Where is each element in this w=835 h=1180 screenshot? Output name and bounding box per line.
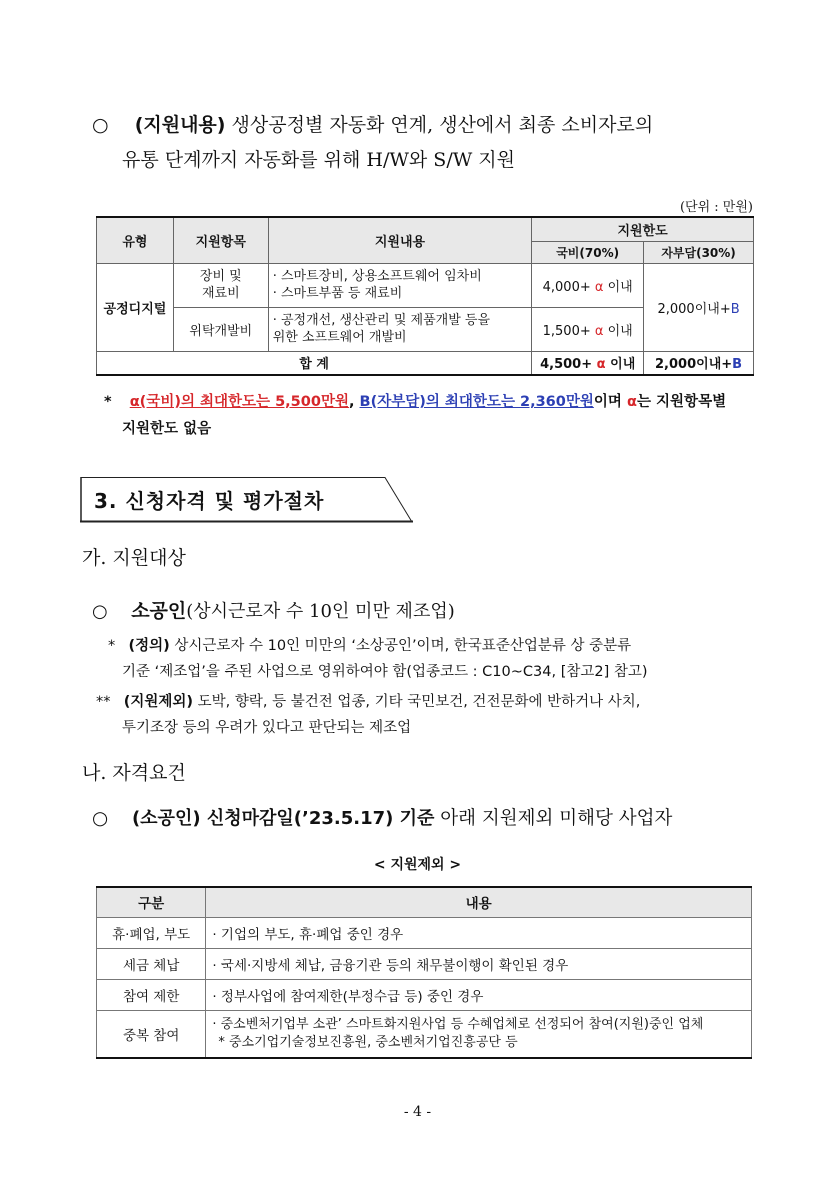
note-gov-max: α(국비)의 최대한도는 5,500만원: [129, 394, 349, 410]
note-rest: 이며 α는 지원항목별: [593, 394, 727, 410]
type-cell: 공정디지털: [97, 263, 174, 351]
header-content: 내용: [206, 887, 752, 917]
table-row: [97, 917, 752, 948]
table-row: [97, 948, 752, 979]
note-mark: *: [104, 394, 112, 410]
def-mark: *: [108, 638, 116, 654]
header-limit: 지원한도: [532, 217, 754, 241]
note-self-max: B(자부담)의 최대한도는 2,360만원: [359, 394, 594, 410]
small-business-desc: (상시근로자 수 10인 미만 제조업): [186, 601, 455, 622]
intro-label: (지원내용): [134, 114, 226, 136]
bullet-circle: ○: [92, 808, 109, 829]
def-line1: 상시근로자 수 10인 미만의 ‘소상공인’이며, 한국표준산업분류 상 중분류: [169, 638, 632, 654]
bullet-circle: ○: [92, 601, 108, 622]
header-category: 구분: [97, 887, 206, 917]
section-heading-box: [80, 477, 415, 523]
excl-mark: **: [96, 694, 111, 710]
header-item: 지원항목: [173, 217, 268, 263]
header-content: 지원내용: [268, 217, 532, 263]
exclusion-table: [96, 886, 752, 1059]
row2-gov: [532, 307, 644, 351]
header-self: 자부담(30%): [644, 241, 754, 263]
table-row: [97, 1010, 752, 1058]
note-line2: 지원한도 없음: [122, 421, 212, 437]
excl-line2: 투기조장 등의 우려가 있다고 판단되는 제조업: [122, 720, 412, 736]
row-category: 세금 체납: [97, 948, 206, 979]
row-content: [206, 1010, 752, 1058]
self-limit: [644, 263, 754, 351]
row-category: 참여 제한: [97, 979, 206, 1010]
max-limit-note: [104, 389, 764, 415]
row1-gov: [532, 263, 644, 307]
total-gov: 4,500+ α 이내: [532, 351, 644, 375]
row-content-line2: * 중소기업기술정보진흥원, 중소벤처기업진흥공단 등: [218, 1034, 518, 1050]
small-business-line: [92, 596, 455, 623]
row-content: · 국세·지방세 체납, 금융기관 등의 채무불이행이 확인된 경우: [206, 948, 752, 979]
def-line2: 기준 ‘제조업’을 주된 사업으로 영위하여야 함(업종코드 : C10~C34, [참고2] 참고): [122, 664, 648, 680]
exclusion-table-caption: < 지원제외 >: [373, 857, 462, 873]
total-self: 2,000이내+B: [644, 351, 754, 375]
section-title: 3. 신청자격 및 평가절차: [94, 489, 325, 513]
intro-line2: 유통 단계까지 자동화를 위해 H/W와 S/W 지원: [122, 149, 515, 171]
row1-item: 장비 및 재료비: [173, 263, 268, 307]
subsection-title-na: 나. 자격요건: [82, 762, 186, 784]
definition-note: [108, 634, 768, 655]
row2-item: 위탁개발비: [173, 307, 268, 351]
deadline-line: [92, 804, 672, 830]
row-category: 중복 참여: [97, 1010, 206, 1058]
row2-gov-text: 1,500+ α 이내: [542, 323, 633, 339]
subsection-title-ga: 가. 지원대상: [82, 547, 186, 569]
total-label: 합 계: [97, 351, 532, 375]
excl-line1: 도박, 향락, 등 불건전 업종, 기타 국민보건, 건전문화에 반하거나 사치,: [193, 694, 641, 710]
deadline-desc: 아래 지원제외 미해당 사업자: [434, 808, 673, 829]
row-content: · 기업의 부도, 휴·폐업 중인 경우: [206, 917, 752, 948]
row-category: 휴·폐업, 부도: [97, 917, 206, 948]
excl-label: (지원제외): [123, 694, 194, 710]
header-type: 유형: [97, 217, 174, 263]
row-content: · 정부사업에 참여제한(부정수급 등) 중인 경우: [206, 979, 752, 1010]
small-business-label: 소공인: [131, 600, 187, 622]
bullet-circle: ○: [92, 114, 109, 136]
exclusion-note: [96, 690, 766, 711]
self-limit-text: 2,000이내+B: [657, 301, 740, 317]
table-row: [97, 979, 752, 1010]
header-gov: 국비(70%): [532, 241, 644, 263]
page-number: - 4 -: [403, 1104, 432, 1120]
row-content-line1: · 중소벤처기업부 소관’ 스마트화지원사업 등 수혜업체로 선정되어 참여(지원)중인 업체: [212, 1016, 704, 1032]
intro-line1: 생상공정별 자동화 연계, 생산에서 최종 소비자로의: [225, 114, 654, 136]
row2-content: · 공정개선, 생산관리 및 제품개발 등을 위한 소프트웨어 개발비: [268, 307, 532, 351]
unit-note: (단위 : 만원): [679, 200, 753, 215]
intro-paragraph: [92, 108, 762, 142]
support-table: [96, 216, 754, 376]
row1-gov-text: 4,000+ α 이내: [542, 279, 633, 295]
note-comma: ,: [348, 394, 360, 410]
deadline-label: (소공인) 신청마감일(’23.5.17) 기준: [131, 808, 435, 829]
def-label: (정의): [128, 638, 170, 654]
row1-content: · 스마트장비, 상용소프트웨어 임차비 · 스마트부품 등 재료비: [268, 263, 532, 307]
